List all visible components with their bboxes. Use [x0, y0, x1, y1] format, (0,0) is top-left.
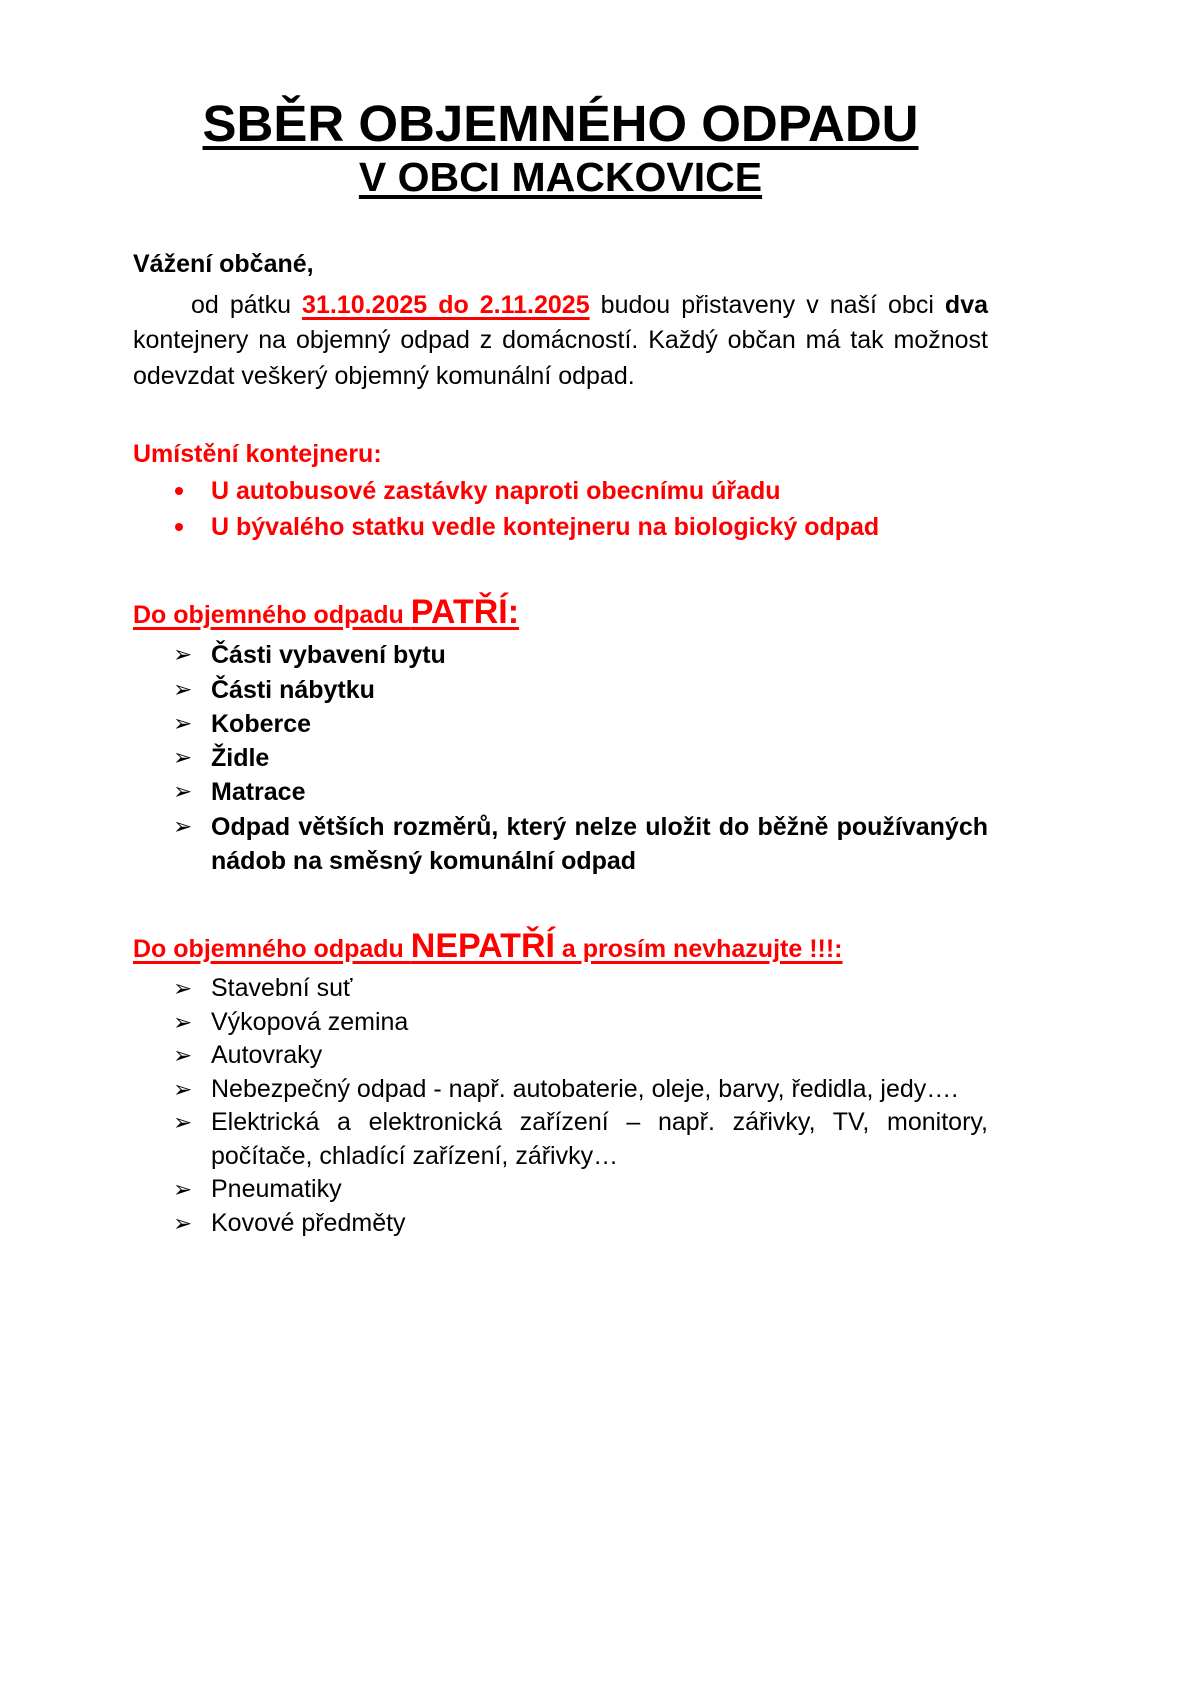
arrow-bullet-icon: ➢ — [173, 744, 193, 771]
intro-after-date-1: budou přistaveny v naší obci — [589, 290, 945, 319]
belongs-item-label: Části nábytku — [211, 675, 375, 704]
intro-before-date: od pátku — [191, 290, 303, 319]
collection-date-range: 31.10.2025 do 2.11.2025 — [302, 290, 590, 319]
list-item — [133, 741, 988, 775]
not-belongs-item-label: Výkopová zemina — [211, 1007, 409, 1036]
not-belongs-heading-emphasis: NEPATŘÍ — [410, 927, 555, 966]
list-item — [133, 638, 988, 672]
not-belongs-item-label: Pneumatiky — [211, 1175, 342, 1204]
belongs-item-label: Matrace — [211, 778, 306, 807]
salutation: Vážení občané, — [133, 250, 314, 279]
page-subtitle: V OBCI MACKOVICE — [358, 154, 763, 201]
arrow-bullet-icon: ➢ — [173, 709, 193, 736]
intro-paragraph — [133, 288, 988, 395]
title-line-1-wrap — [133, 96, 988, 151]
list-item — [133, 1106, 988, 1173]
belongs-item-label: Odpad větších rozměrů, který nelze uložit do běžně používaných nádob na směsný komunální odpad — [211, 812, 988, 875]
list-item — [133, 1173, 988, 1207]
list-item — [133, 1039, 988, 1073]
title-line-2-wrap — [133, 155, 988, 200]
page-title: SBĚR OBJEMNÉHO ODPADU — [202, 95, 919, 152]
location-heading: Umístění kontejneru: — [133, 440, 382, 469]
arrow-bullet-icon: ➢ — [173, 1209, 193, 1236]
list-item — [133, 1207, 988, 1241]
arrow-bullet-icon: ➢ — [173, 1042, 193, 1069]
belongs-item-label: Části vybavení bytu — [211, 641, 446, 670]
belongs-item-label: Koberce — [211, 709, 312, 738]
not-belongs-list — [133, 972, 988, 1240]
arrow-bullet-icon: ➢ — [173, 1075, 193, 1102]
not-belongs-item-label: Autovraky — [211, 1041, 323, 1070]
poster-content — [133, 96, 988, 1240]
container-count-word: dva — [944, 290, 989, 319]
list-item — [133, 673, 988, 707]
not-belongs-item-label: Nebezpečný odpad - např. autobaterie, oleje, barvy, ředidla, jedy…. — [211, 1074, 959, 1103]
not-belongs-heading-prefix: Do objemného odpadu — [133, 935, 411, 964]
arrow-bullet-icon: ➢ — [173, 1109, 193, 1136]
location-item-label: U autobusové zastávky naproti obecnímu úřadu — [211, 477, 781, 506]
list-item — [133, 775, 988, 809]
not-belongs-item-label: Kovové předměty — [211, 1208, 406, 1237]
bullet-dot-icon — [175, 487, 183, 495]
list-item — [133, 1073, 988, 1107]
list-item — [133, 510, 988, 544]
belongs-heading — [133, 590, 988, 634]
not-belongs-heading-inner — [133, 924, 843, 968]
list-item — [133, 1006, 988, 1040]
arrow-bullet-icon: ➢ — [173, 1176, 193, 1203]
belongs-list — [133, 638, 988, 878]
arrow-bullet-icon: ➢ — [173, 1008, 193, 1035]
list-item — [133, 707, 988, 741]
poster-title-block — [133, 96, 988, 200]
location-item-label: U bývalého statku vedle kontejneru na biologický odpad — [211, 513, 880, 542]
arrow-bullet-icon: ➢ — [173, 675, 193, 702]
belongs-heading-prefix: Do objemného odpadu — [133, 601, 411, 630]
list-item — [133, 810, 988, 879]
not-belongs-heading-suffix: a prosím nevhazujte !!!: — [554, 935, 843, 964]
location-list — [133, 474, 988, 544]
not-belongs-item-label: Elektrická a elektronická zařízení – např. zářivky, TV, monitory, počítače, chladící zařízení, zářivky… — [211, 1108, 988, 1170]
not-belongs-item-label: Stavební suť — [211, 974, 353, 1003]
list-item — [133, 972, 988, 1006]
belongs-heading-inner — [133, 590, 519, 634]
belongs-heading-emphasis: PATŘÍ: — [410, 593, 520, 632]
bullet-dot-icon — [175, 523, 183, 531]
arrow-bullet-icon: ➢ — [173, 641, 193, 668]
not-belongs-heading — [133, 924, 988, 968]
belongs-item-label: Židle — [211, 744, 270, 773]
arrow-bullet-icon: ➢ — [173, 975, 193, 1002]
arrow-bullet-icon: ➢ — [173, 812, 193, 839]
intro-after-date-2: kontejnery na objemný odpad z domácností. Každý občan má tak možnost odevzdat veškerý objemný komunální odpad. — [133, 326, 988, 390]
list-item — [133, 474, 988, 508]
arrow-bullet-icon: ➢ — [173, 778, 193, 805]
